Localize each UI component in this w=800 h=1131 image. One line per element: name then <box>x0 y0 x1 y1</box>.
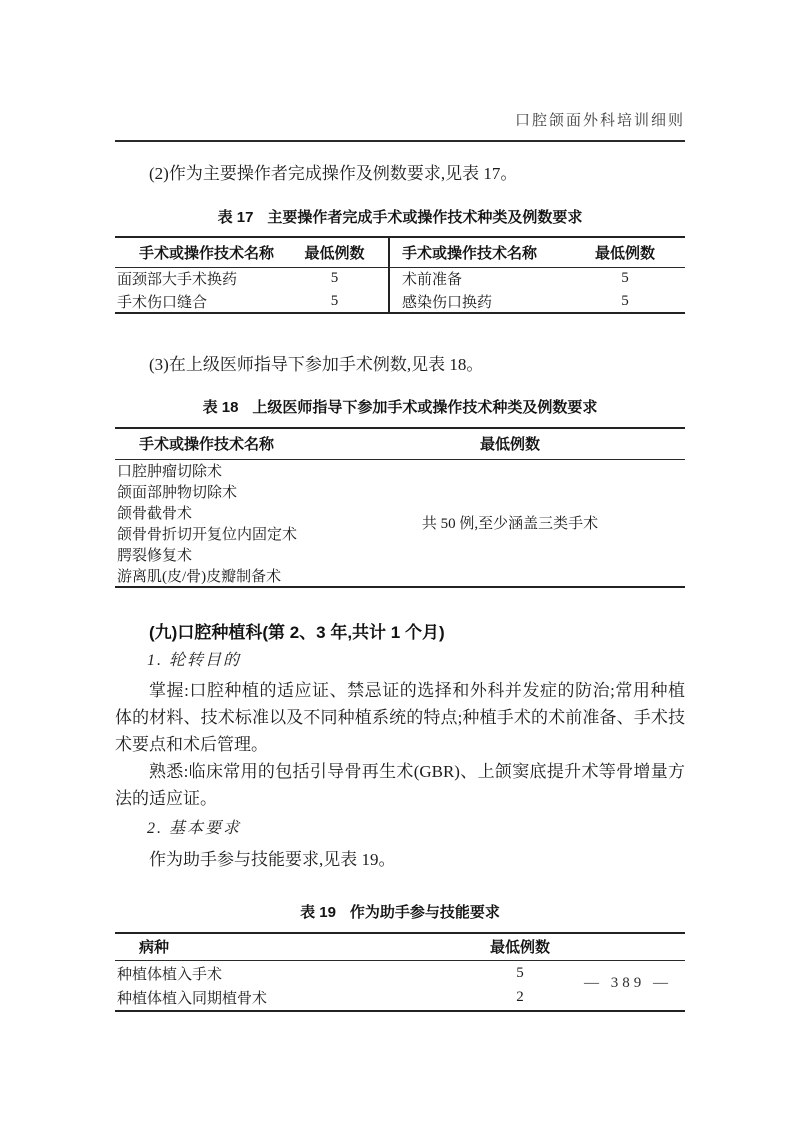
table17-cell: 面颈部大手术换药 <box>117 272 238 289</box>
table17-cell: 5 <box>330 292 339 309</box>
table18-procedure: 颌骨截骨术 <box>117 505 193 522</box>
table18 <box>115 427 685 588</box>
table19-cell: 2 <box>516 989 524 1005</box>
item-rotation-purpose: 1. 轮转目的 <box>147 651 242 669</box>
paragraph-master: 掌握:口腔种植的适应证、禁忌证的选择和外科并发症的防治;常用种植体的材料、技术标准以及不同种植系统的特点;种植手术的术前准备、手术技术要点和术后管理。 <box>115 680 685 754</box>
table17-label: 表 17 <box>217 209 254 226</box>
paragraph-familiar: 熟悉:临床常用的包括引导骨再生术(GBR)、上颌窦底提升术等骨增量方法的适应证。 <box>115 761 685 808</box>
table17-cell: 手术伤口缝合 <box>117 294 208 311</box>
table17 <box>115 236 685 314</box>
page-content <box>115 112 685 1012</box>
table18-title <box>115 399 685 416</box>
table17-header-min-right: 最低例数 <box>565 237 685 267</box>
table19-cell: 种植体植入同期植骨术 <box>117 991 268 1007</box>
paragraph-main-operator: (2)作为主要操作者完成操作及例数要求,见表 17。 <box>149 164 518 183</box>
table18-procedure: 口腔肿瘤切除术 <box>117 463 223 480</box>
table18-procedure: 颌面部肿物切除术 <box>117 484 238 501</box>
table17-cell: 5 <box>330 270 339 287</box>
table19-cell: 种植体植入手术 <box>117 966 223 983</box>
table-row <box>115 459 685 481</box>
table19 <box>115 932 685 1012</box>
table-row <box>115 267 685 290</box>
table17-cell: 5 <box>621 292 629 309</box>
table17-header-min-left: 最低例数 <box>281 237 389 267</box>
table19-header-disease: 病种 <box>115 933 355 961</box>
section-heading-implantology: (九)口腔种植科(第 2、3 年,共计 1 个月) <box>149 622 445 642</box>
table18-procedure: 腭裂修复术 <box>117 547 193 564</box>
table18-header-name: 手术或操作技术名称 <box>115 428 335 459</box>
table18-label: 表 18 <box>202 399 239 416</box>
table19-title-text: 作为助手参与技能要求 <box>349 903 500 921</box>
table17-header-name-right: 手术或操作技术名称 <box>389 237 565 267</box>
table19-header-min: 最低例数 <box>355 933 685 961</box>
paragraph-supervised: (3)在上级医师指导下参加手术例数,见表 18。 <box>149 355 484 374</box>
table-row <box>115 290 685 313</box>
table17-cell: 5 <box>621 270 629 287</box>
table18-header-row <box>115 428 685 459</box>
table17-header-name-left: 手术或操作技术名称 <box>115 237 281 267</box>
table17-title-text: 主要操作者完成手术或操作技术种类及例数要求 <box>267 209 583 226</box>
table17-cell: 感染伤口换药 <box>389 290 565 313</box>
table17-cell: 术前准备 <box>389 267 565 290</box>
table19-cell: 5 <box>516 964 524 981</box>
page-number: — 389 — <box>584 975 672 991</box>
table18-procedure: 颌骨骨折切开复位内固定术 <box>117 526 298 543</box>
table17-header-row <box>115 237 685 267</box>
table19-label: 表 19 <box>300 903 336 921</box>
table17-title <box>115 209 685 226</box>
table19-title <box>115 904 685 921</box>
table18-title-text: 上级医师指导下参加手术或操作技术种类及例数要求 <box>252 399 598 416</box>
paragraph-assistant: 作为助手参与技能要求,见表 19。 <box>149 849 396 869</box>
table18-procedure: 游离肌(皮/骨)皮瓣制备术 <box>117 568 282 585</box>
table19-header-row <box>115 933 685 961</box>
table18-requirement: 共 50 例,至少涵盖三类手术 <box>421 516 599 532</box>
item-basic-requirements: 2. 基本要求 <box>147 819 242 837</box>
table18-header-min: 最低例数 <box>335 428 685 459</box>
running-head: 口腔颌面外科培训细则 <box>115 112 685 142</box>
